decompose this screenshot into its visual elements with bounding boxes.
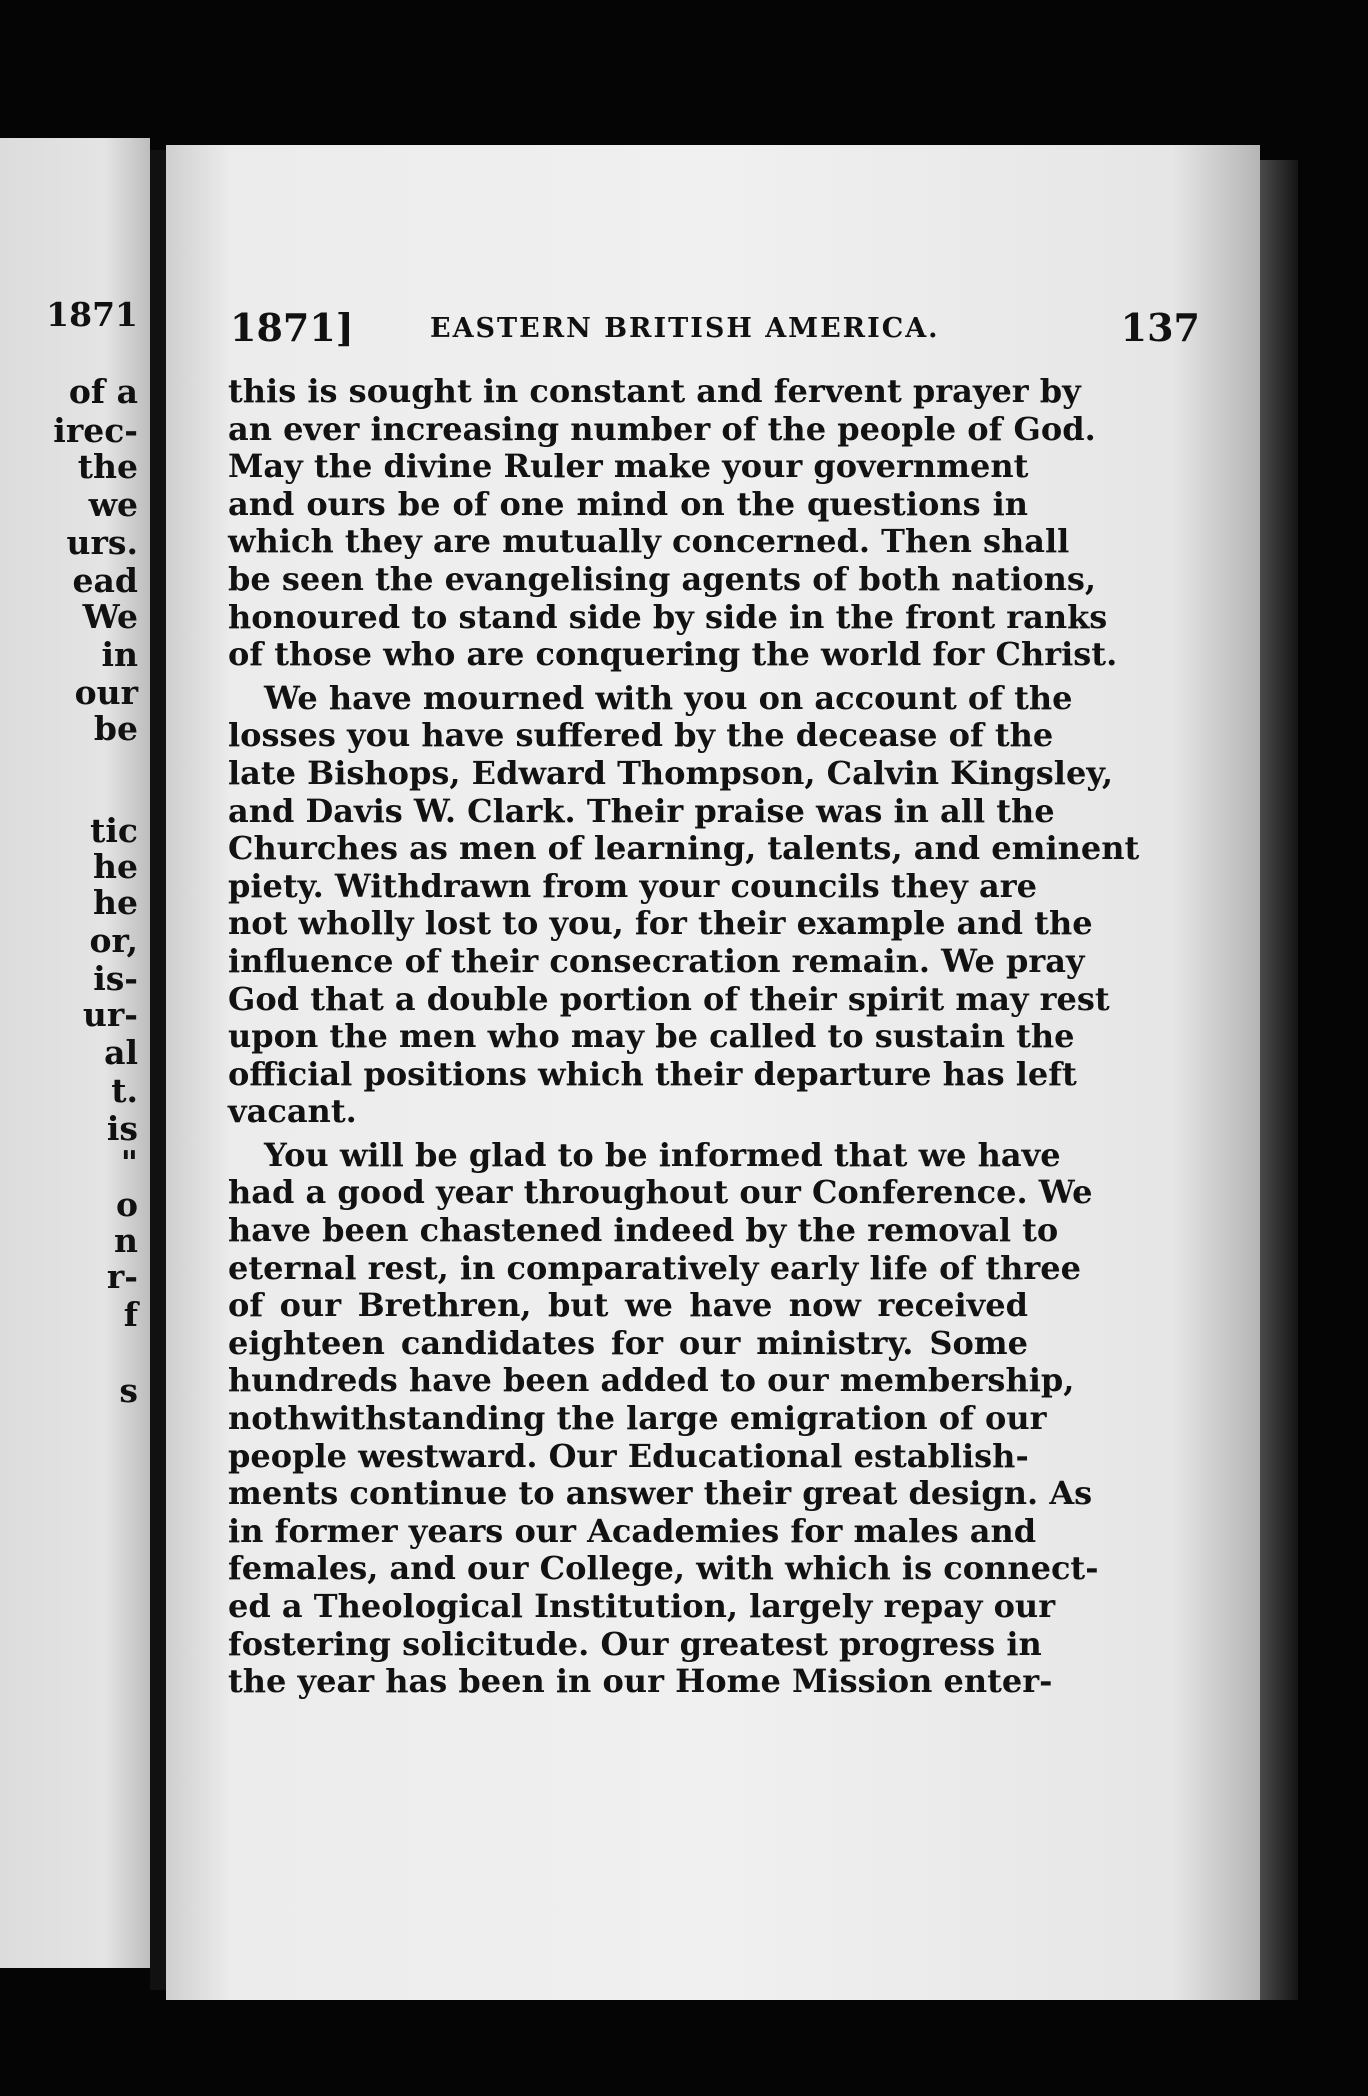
text-line: You will be glad to be informed that we have (264, 1135, 1061, 1174)
facing-page-text: f (123, 1295, 138, 1334)
text-line: which they are mutually concerned. Then shall (228, 522, 1070, 561)
facing-page-text: " (120, 1143, 138, 1182)
text-line: official positions which their departure has left (228, 1054, 1077, 1093)
text-line: vacant. (228, 1092, 357, 1131)
page-gutter (150, 150, 166, 1990)
paragraph (228, 1135, 1099, 1701)
facing-page-text: is (106, 1109, 138, 1148)
facing-page-text: r- (106, 1257, 138, 1296)
facing-page-text: tic (90, 811, 138, 850)
text-line: We have mourned with you on account of the (264, 678, 1073, 717)
text-line: upon the men who may be called to sustain the (228, 1017, 1075, 1056)
facing-page-text: n (114, 1221, 138, 1260)
text-line: God that a double portion of their spirit may rest (228, 979, 1110, 1018)
header-title: EASTERN BRITISH AMERICA. (430, 313, 940, 344)
header-year: 1871] (230, 305, 354, 350)
facing-page-text: he (93, 883, 138, 922)
facing-page-text: be (93, 709, 138, 748)
text-line: eighteen candidates for our ministry. Some (228, 1323, 1028, 1362)
facing-page-fragment (0, 138, 150, 1968)
text-line: and Davis W. Clark. Their praise was in all the (228, 791, 1055, 830)
facing-page-text: ead (72, 561, 138, 600)
text-line: not wholly lost to you, for their example and the (228, 904, 1093, 943)
text-line: eternal rest, in comparatively early life of three (228, 1248, 1081, 1287)
text-line: ed a Theological Institution, largely repay our (228, 1587, 1056, 1625)
facing-page-text: t. (111, 1071, 138, 1110)
text-line: this is sought in constant and fervent prayer by (228, 372, 1081, 410)
page-number: 137 (1120, 305, 1200, 350)
paragraph (228, 678, 1140, 1131)
facing-page-text: he (93, 847, 138, 886)
text-line: piety. Withdrawn from your councils they are (228, 866, 1037, 905)
book-page (166, 145, 1260, 2000)
text-line: ments continue to answer their great design. As (228, 1474, 1093, 1513)
text-line: Churches as men of learning, talents, and eminent (228, 829, 1140, 868)
facing-page-text: of a (68, 372, 138, 411)
text-line: May the divine Ruler make your government (228, 447, 1029, 486)
text-line: and ours be of one mind on the questions in (228, 484, 1028, 523)
facing-page-text: We (82, 597, 138, 636)
text-line: in former years our Academies for males and (228, 1511, 1037, 1550)
paragraph (228, 372, 1118, 674)
text-line: nothwithstanding the large emigration of our (228, 1399, 1047, 1438)
facing-page-text: our (74, 673, 138, 712)
facing-page-text: is- (93, 959, 138, 998)
text-line: fostering solicitude. Our greatest progress in (228, 1624, 1042, 1663)
facing-page-text: the (77, 447, 138, 486)
facing-page-text: ur- (82, 995, 138, 1034)
running-header (230, 305, 1200, 355)
text-line: late Bishops, Edward Thompson, Calvin Kingsley, (228, 753, 1113, 792)
facing-page-text: urs. (66, 523, 138, 562)
text-line: of our Brethren, but we have now received (228, 1286, 1028, 1325)
page-edge-shadow (1260, 160, 1298, 2000)
text-line: be seen the evangelising agents of both nations, (228, 559, 1097, 598)
text-line: of those who are conquering the world for Christ. (228, 635, 1118, 674)
facing-page-text: o (115, 1185, 138, 1224)
facing-page-text: in (101, 635, 138, 674)
text-line: people westward. Our Educational establish- (228, 1436, 1029, 1475)
facing-page-text: 1871 (46, 295, 138, 334)
text-line: the year has been in our Home Mission enter- (228, 1662, 1053, 1701)
text-line: an ever increasing number of the people of God. (228, 409, 1096, 448)
facing-page-text: al (104, 1033, 138, 1072)
text-line: hundreds have been added to our membership, (228, 1361, 1075, 1400)
facing-page-text: we (88, 485, 138, 524)
facing-page-text: irec- (53, 411, 138, 450)
text-line: influence of their consecration remain. We pray (228, 941, 1085, 980)
text-line: losses you have suffered by the decease of the (228, 716, 1054, 755)
text-line: have been chastened indeed by the removal to (228, 1211, 1059, 1250)
text-line: had a good year throughout our Conference. We (228, 1173, 1093, 1212)
text-line: honoured to stand side by side in the front ranks (228, 597, 1108, 636)
body-text (228, 372, 1140, 1701)
facing-page-text: or, (89, 921, 138, 960)
text-line: females, and our College, with which is connect- (228, 1549, 1099, 1588)
facing-page-text: s (119, 1371, 138, 1410)
